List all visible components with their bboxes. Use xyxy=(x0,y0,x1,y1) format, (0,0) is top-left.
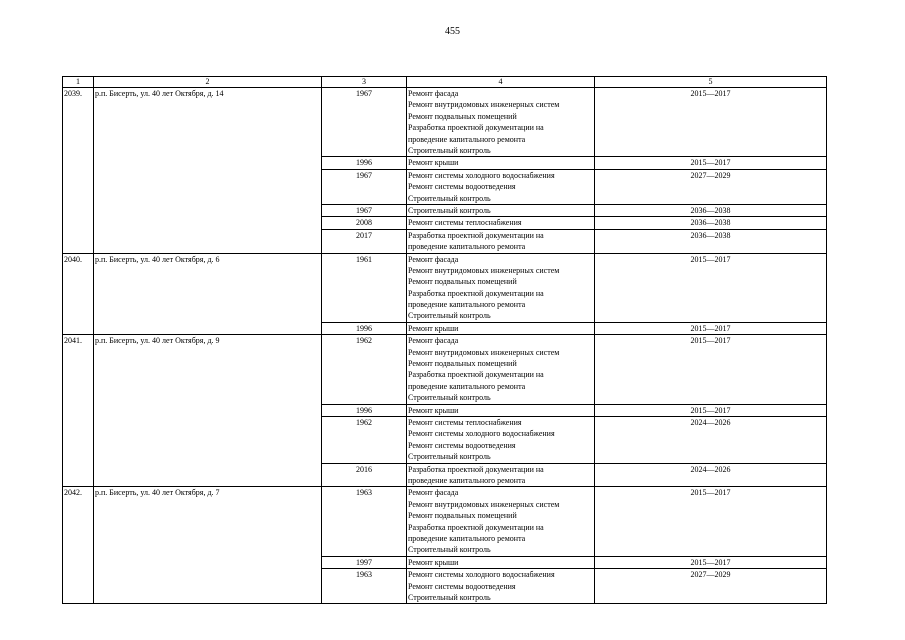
period-cell: 2024—2026 xyxy=(595,463,827,487)
work-item: Строительный контроль xyxy=(408,545,491,555)
address-cell: р.п. Бисерть, ул. 40 лет Октября, д. 9 xyxy=(94,335,322,487)
work-item: Строительный контроль xyxy=(408,311,491,321)
work-item: Разработка проектной документации на xyxy=(408,522,544,532)
work-item: Ремонт подвальных помещений xyxy=(408,111,517,121)
year-cell: 1996 xyxy=(322,404,407,416)
works-cell xyxy=(407,322,595,334)
row-number-cell: 2040. xyxy=(63,253,94,335)
works-cell xyxy=(407,217,595,229)
year-cell: 1962 xyxy=(322,335,407,404)
row-number-cell: 2042. xyxy=(63,487,94,604)
year-cell: 1967 xyxy=(322,88,407,157)
period-cell: 2027—2029 xyxy=(595,169,827,204)
work-item: Разработка проектной документации на xyxy=(408,464,544,474)
work-item: Ремонт системы холодного водоснабжения xyxy=(408,570,555,580)
work-item: Ремонт крыши xyxy=(408,158,459,168)
work-item: Разработка проектной документации на xyxy=(408,123,544,133)
work-item: Строительный контроль xyxy=(408,205,491,215)
work-item: Ремонт системы водоотведения xyxy=(408,581,516,591)
address-cell: р.п. Бисерть, ул. 40 лет Октября, д. 14 xyxy=(94,88,322,254)
works-cell xyxy=(407,204,595,216)
work-item: Строительный контроль xyxy=(408,452,491,462)
work-item: Ремонт внутридомовых инженерных систем xyxy=(408,499,560,509)
column-header: 3 xyxy=(322,77,407,88)
year-cell: 1996 xyxy=(322,157,407,169)
work-item: Разработка проектной документации на xyxy=(408,370,544,380)
table-row xyxy=(63,88,827,157)
year-cell: 1967 xyxy=(322,204,407,216)
work-item: Ремонт системы холодного водоснабжения xyxy=(408,170,555,180)
year-cell: 1967 xyxy=(322,169,407,204)
work-item: Ремонт внутридомовых инженерных систем xyxy=(408,100,560,110)
year-cell: 1997 xyxy=(322,556,407,568)
work-item: Строительный контроль xyxy=(408,393,491,403)
works-cell xyxy=(407,556,595,568)
work-item: проведение капитального ремонта xyxy=(408,533,526,543)
header-row xyxy=(63,77,827,88)
work-item: проведение капитального ремонта xyxy=(408,381,526,391)
work-item: Ремонт системы водоотведения xyxy=(408,440,516,450)
year-cell: 1961 xyxy=(322,253,407,322)
work-item: Ремонт системы теплоснабжения xyxy=(408,218,522,228)
column-header: 1 xyxy=(63,77,94,88)
work-item: Ремонт системы теплоснабжения xyxy=(408,418,522,428)
row-number-cell: 2039. xyxy=(63,88,94,254)
period-cell: 2024—2026 xyxy=(595,417,827,464)
year-cell: 1963 xyxy=(322,569,407,604)
period-cell: 2015—2017 xyxy=(595,253,827,322)
work-item: Ремонт фасада xyxy=(408,89,459,98)
work-item: Строительный контроль xyxy=(408,145,491,155)
year-cell: 1996 xyxy=(322,322,407,334)
row-number-cell: 2041. xyxy=(63,335,94,487)
period-cell: 2036—2038 xyxy=(595,217,827,229)
work-item: Ремонт системы холодного водоснабжения xyxy=(408,429,555,439)
period-cell: 2015—2017 xyxy=(595,88,827,157)
work-item: Ремонт внутридомовых инженерных систем xyxy=(408,347,560,357)
table-row xyxy=(63,487,827,556)
work-item: проведение капитального ремонта xyxy=(408,242,526,252)
work-item: Разработка проектной документации на xyxy=(408,230,544,240)
address-cell: р.п. Бисерть, ул. 40 лет Октября, д. 6 xyxy=(94,253,322,335)
works-cell xyxy=(407,487,595,556)
works-cell xyxy=(407,404,595,416)
work-item: Ремонт крыши xyxy=(408,323,459,333)
period-cell: 2015—2017 xyxy=(595,157,827,169)
work-item: Ремонт фасада xyxy=(408,254,459,264)
work-item: Ремонт внутридомовых инженерных систем xyxy=(408,265,560,275)
column-header: 2 xyxy=(94,77,322,88)
year-cell: 1963 xyxy=(322,487,407,556)
period-cell: 2015—2017 xyxy=(595,556,827,568)
period-cell: 2015—2017 xyxy=(595,404,827,416)
table-row xyxy=(63,335,827,404)
works-cell xyxy=(407,229,595,253)
column-header: 5 xyxy=(595,77,827,88)
year-cell: 2017 xyxy=(322,229,407,253)
repair-schedule-table xyxy=(62,76,827,604)
table-row xyxy=(63,253,827,322)
table-body xyxy=(63,88,827,604)
work-item: Ремонт системы водоотведения xyxy=(408,182,516,192)
page-number: 455 xyxy=(445,26,460,37)
work-item: проведение капитального ремонта xyxy=(408,134,526,144)
work-item: Строительный контроль xyxy=(408,193,491,203)
work-item: Строительный контроль xyxy=(408,592,491,602)
works-cell xyxy=(407,463,595,487)
year-cell: 2016 xyxy=(322,463,407,487)
work-item: Ремонт крыши xyxy=(408,557,459,567)
period-cell: 2036—2038 xyxy=(595,204,827,216)
work-item: Ремонт подвальных помещений xyxy=(408,511,517,521)
works-cell xyxy=(407,569,595,604)
works-cell xyxy=(407,88,595,157)
period-cell: 2036—2038 xyxy=(595,229,827,253)
work-item: проведение капитального ремонта xyxy=(408,300,526,310)
works-cell xyxy=(407,253,595,322)
address-cell: р.п. Бисерть, ул. 40 лет Октября, д. 7 xyxy=(94,487,322,604)
work-item: Ремонт подвальных помещений xyxy=(408,359,517,369)
year-cell: 1962 xyxy=(322,417,407,464)
period-cell: 2015—2017 xyxy=(595,335,827,404)
works-cell xyxy=(407,169,595,204)
work-item: проведение капитального ремонта xyxy=(408,475,526,485)
period-cell: 2015—2017 xyxy=(595,322,827,334)
work-item: Ремонт фасада xyxy=(408,488,459,498)
work-item: Разработка проектной документации на xyxy=(408,288,544,298)
works-cell xyxy=(407,417,595,464)
period-cell: 2027—2029 xyxy=(595,569,827,604)
period-cell: 2015—2017 xyxy=(595,487,827,556)
works-cell xyxy=(407,335,595,404)
year-cell: 2008 xyxy=(322,217,407,229)
work-item: Ремонт крыши xyxy=(408,405,459,415)
work-item: Ремонт подвальных помещений xyxy=(408,277,517,287)
work-item: Ремонт фасада xyxy=(408,336,459,346)
column-header: 4 xyxy=(407,77,595,88)
works-cell xyxy=(407,157,595,169)
